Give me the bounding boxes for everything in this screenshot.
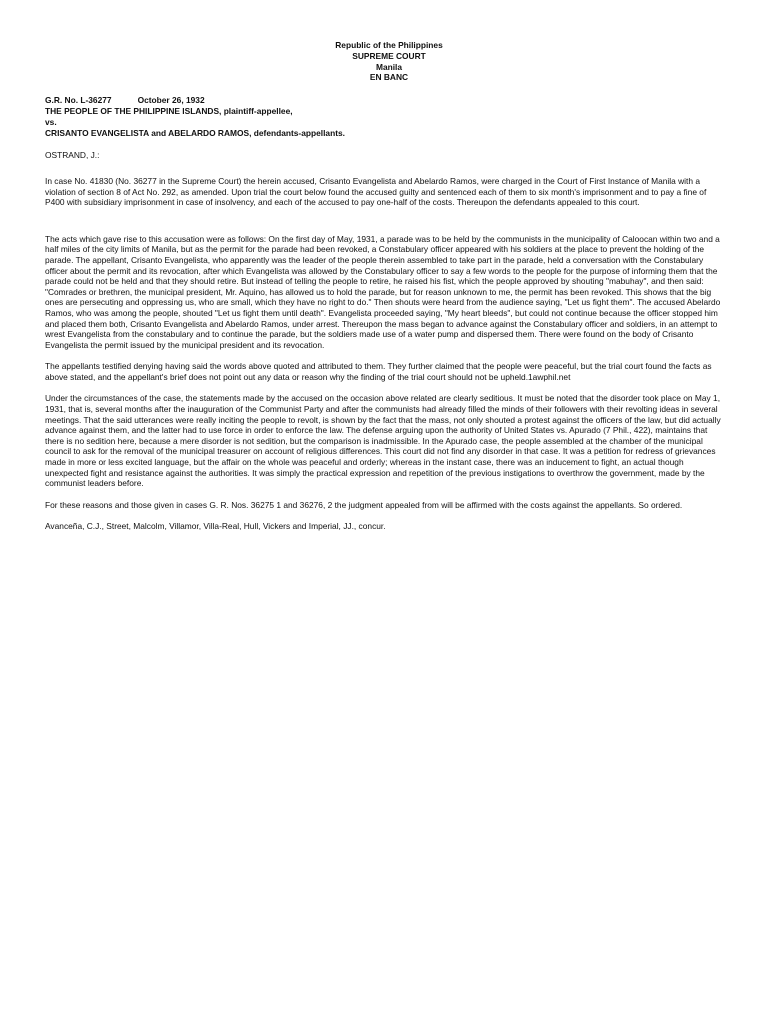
plaintiff-line: THE PEOPLE OF THE PHILIPPINE ISLANDS, plaintiff-appellee, xyxy=(45,105,293,116)
case-number: G.R. No. L-36277 xyxy=(45,95,112,106)
versus-line: vs. xyxy=(45,116,57,127)
paragraph-4: Under the circumstances of the case, the statements made by the accused on the occasion above related are clearly seditious. It must be noted that the disorder took place on May 1, 1931, that is, several months after the inauguration of the Communist Party and after the communists had already filled the minds of their followers with their revolting ideas in several meetings. That the said utterances were really inciting the people to revolt, is shown by the fact that the mass, not only shouted a protest against the officers of the law, but did actually advance against them, and the latter had to use force in order to enforce the law. The defense arguing upon the authority of United States vs. Apurado (7 Phil., 422), maintains that there is no sedition here, because a mere disorder is not sedition, but the comparison is inadmissible. In the Apurado case, the people assembled at the chamber of the municipal council to ask for the removal of the municipal treasurer on account of religious differences. This court did not find any disorder in that case. It was a petition for redress of grievances made in more or less excited language, but the affair on the whole was peaceful and orderly; whereas in the instant case, there was an inducement to fight, an actual though unexpected fight and resistance against the authorities. It was simply the practical expression and repetition of the previous instigations to overthrow the government, made by the communist leaders before. xyxy=(45,393,721,489)
paragraph-2: The acts which gave rise to this accusation were as follows: On the first day of May, 1931, a parade was to be held by the communists in the municipality of Caloocan within two and a half miles of the city limits of Manila, but as the permit for the parade had been revoked, a Constabulary officer appeared with his soldiers at the place to prevent the holding of the parade. The appellant, Crisanto Evangelista, who apparently was the leader of the people therein assembled to take part in the parade, held a conversation with the Constabulary officer about the permit and its revocation, after which Evangelista was allowed by the Constabulary officer to say a few words to the people for the purpose of informing them that the parade could not be held and that they should retire. But instead of telling the people to retire, he raised his fist, which the people approved by shouting "mabuhay", and then said: "Comrades or brethren, the municipal president, Mr. Aquino, has allowed us to hold the parade, but for reason unknown to me, the permit has been revoked. This shows that the big ones are persecuting and oppressing us, who are small, which they have no right to do." Then shouts were heard from the audience saying, "Let us fight them". The accused Abelardo Ramos, who was among the people, shouted "Let us fight them until death". Evangelista proceeded saying, "My heart bleeds", but could not continue because the officer stopped him and placed them both, Crisanto Evangelista and Abelardo Ramos, under arrest. Thereupon the mass began to advance against the Constabulary officer and soldiers, in an attempt to wrest Evangelista from the constabulary and to continue the parade, but the soldiers made use of a water pump and dispersed them. There were found on the body of Crisanto Evangelista the permit issued by the municipal president and its revocation. xyxy=(45,233,721,350)
case-date: October 26, 1932 xyxy=(137,95,205,106)
paragraph-5: For these reasons and those given in cases G. R. Nos. 36275 1 and 36276, 2 the judgment appealed from will be affirmed with the costs against the appellants. So ordered. xyxy=(45,499,683,510)
republic-line: Republic of the Philippines xyxy=(335,40,443,50)
court-division: EN BANC xyxy=(369,72,409,83)
ponente: OSTRAND, J.: xyxy=(45,150,100,161)
concurrence-line: Avanceña, C.J., Street, Malcolm, Villamor, Villa-Real, Hull, Vickers and Imperial, JJ., concur. xyxy=(45,521,386,532)
paragraph-1: In case No. 41830 (No. 36277 in the Supreme Court) the herein accused, Crisanto Evangelista and Abelardo Ramos, were charged in the Court of First Instance of Manila with a violation of section 8 of Act No. 292, as amended. Upon trial the court below found the accused guilty and sentenced each of them to six month's imprisonment and to pay a fine of P400 with subsidiary imprisonment in case of insolvency, and each of the accused to pay one-half of the costs. Thereupon the defendants appealed to this court. xyxy=(45,175,707,208)
court-header xyxy=(45,40,725,83)
court-name: SUPREME COURT xyxy=(352,50,426,61)
paragraph-3: The appellants testified denying having said the words above quoted and attributed to them. They further claimed that the people were peaceful, but the trial court found the facts as above stated, and the appellant's brief does not point out any data or reason why the finding of the trial court should not be upheld.1awphil.net xyxy=(45,361,712,382)
case-caption xyxy=(45,95,725,138)
case-number-line xyxy=(45,95,725,106)
decision-document xyxy=(45,40,725,532)
court-location: Manila xyxy=(375,61,403,72)
defendants-line: CRISANTO EVANGELISTA and ABELARDO RAMOS, defendants-appellants. xyxy=(45,127,345,138)
